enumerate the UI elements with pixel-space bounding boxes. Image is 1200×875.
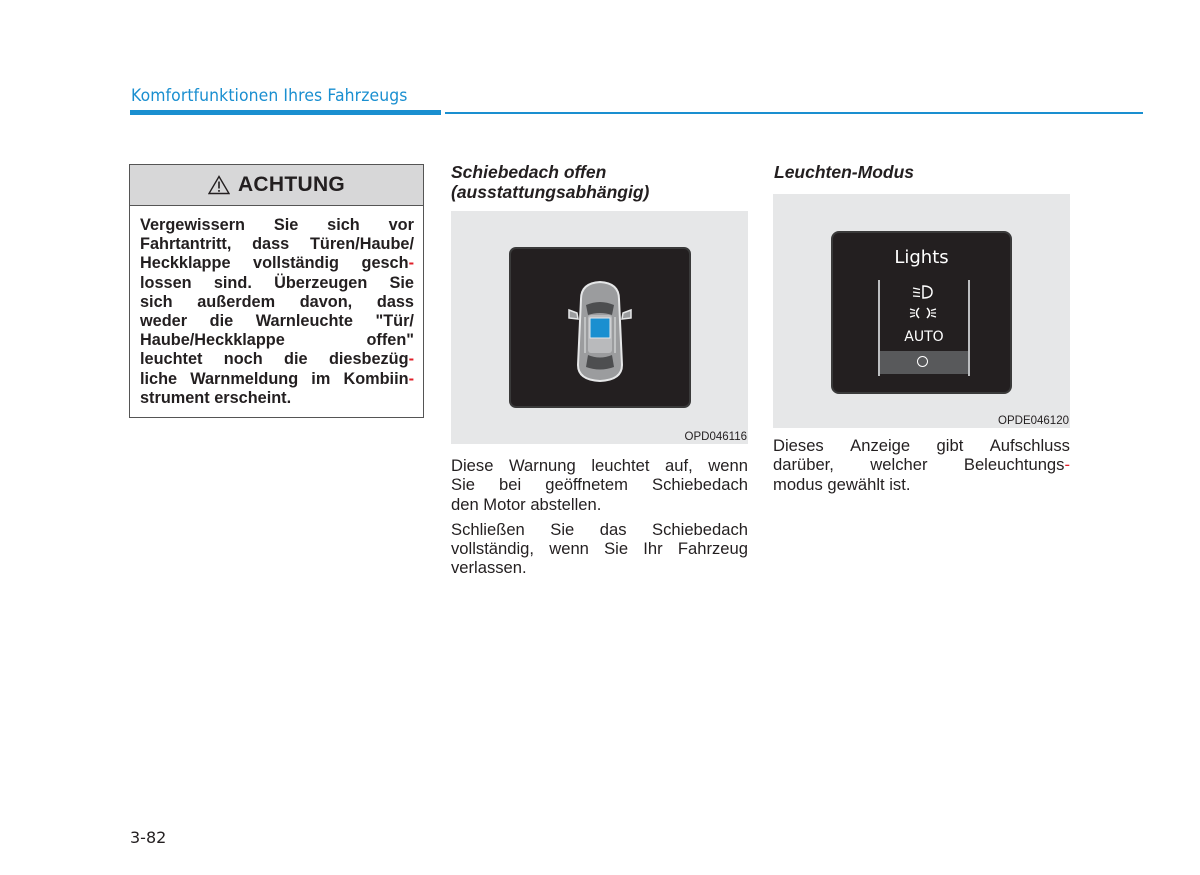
sunroof-heading: Schiebedach offen (ausstattungsabhängig) [451, 162, 650, 202]
caution-title: ACHTUNG [237, 173, 346, 196]
figure-code: OPD046116 [684, 431, 747, 443]
figure-code: OPDE046120 [998, 415, 1069, 427]
page-number: 3-82 [130, 828, 167, 847]
lights-mode-text: Dieses Anzeige gibt Aufschluss darüber, welcher Beleuchtungs- modus gewählt ist. [773, 436, 1070, 494]
cluster-display [509, 247, 691, 408]
cluster-display [831, 231, 1012, 394]
auto-option: AUTO [904, 329, 944, 345]
parking-lights-icon [909, 306, 937, 320]
caution-text: Vergewissern Sie sich vor Fahrtantritt, dass Türen/Haube/ Heckklappe vollständig gesch- lossen sind. Überzeugen Sie sich außerdem davon, dass weder die Warnleuchte "Tür/ Haube/Heckklappe offen" leuchtet noch die diesbezüg- liche Warnmeldung im Kombiin- strument erscheint. [140, 216, 414, 407]
lights-menu [878, 280, 970, 376]
warning-triangle-icon [208, 175, 230, 195]
selected-off-option [880, 351, 968, 374]
low-beam-icon [911, 285, 935, 299]
lights-mode-heading: Leuchten-Modus [774, 162, 914, 182]
caution-header [130, 165, 423, 206]
caution-box [129, 164, 424, 418]
header-rule-thick [130, 110, 441, 115]
off-ring-icon [917, 356, 928, 367]
header-rule-thin [445, 112, 1143, 114]
lights-figure [773, 194, 1070, 428]
car-open-sunroof-icon [509, 247, 691, 408]
sunroof-figure [451, 211, 748, 444]
sunroof-text: Diese Warnung leuchtet auf, wenn Sie bei geöffnetem Schiebedach den Motor abstellen. Schließen Sie das Schiebedach vollständig, wenn Sie Ihr Fahrzeug verlassen. [451, 456, 748, 578]
section-title: Komfortfunktionen Ihres Fahrzeugs [131, 86, 408, 106]
lights-screen-title: Lights [894, 247, 949, 268]
